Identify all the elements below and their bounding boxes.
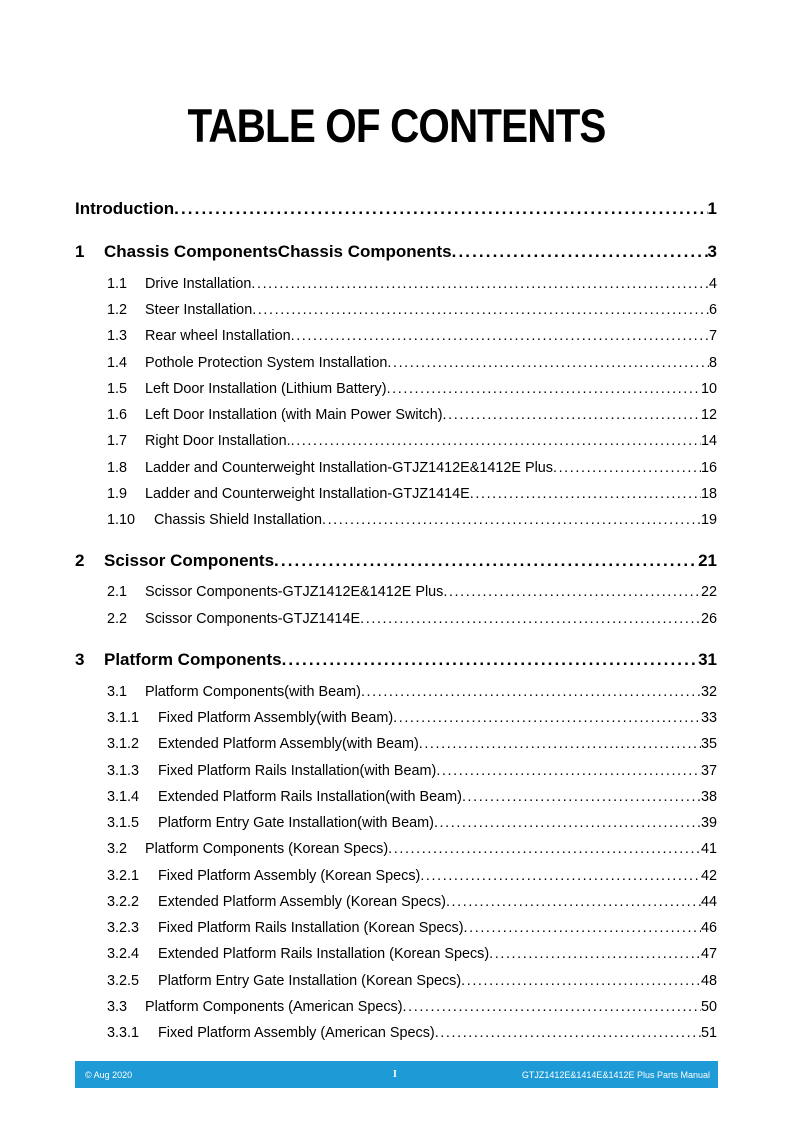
toc-entry-label[interactable]: Platform Entry Gate Installation (Korean Specs) <box>158 973 462 989</box>
toc-entry-number: 3.3 <box>107 999 128 1015</box>
toc-entry[interactable] <box>0 835 793 859</box>
dot-leader <box>291 328 709 344</box>
toc-entry-page-number[interactable]: 3 <box>707 242 717 261</box>
toc-entry-label[interactable]: Extended Platform Assembly (Korean Specs) <box>158 894 446 910</box>
toc-entry-page-number[interactable]: 41 <box>700 841 717 857</box>
dot-leader <box>403 999 701 1015</box>
toc-entry-label[interactable]: Platform Components (American Specs) <box>145 999 403 1015</box>
footer-date: © Aug 2020 <box>85 1070 133 1080</box>
toc-entry-number: 1.1 <box>107 276 128 292</box>
toc-entry[interactable] <box>0 197 793 221</box>
dot-leader <box>489 946 701 962</box>
toc-entry-label[interactable]: Platform Components <box>104 650 282 669</box>
toc-entry-label[interactable]: Right Door Installation. <box>145 433 291 449</box>
toc-entry-label[interactable]: Extended Platform Rails Installation (Korean Specs) <box>158 946 490 962</box>
dot-leader <box>420 868 701 884</box>
toc-entry-number: 3.2 <box>107 841 128 857</box>
toc-entry-label[interactable]: Chassis Shield Installation <box>154 512 322 528</box>
toc-entry-label[interactable]: Fixed Platform Assembly(with Beam) <box>158 710 394 726</box>
toc-entry-label[interactable]: Fixed Platform Assembly (Korean Specs) <box>158 868 421 884</box>
toc-entry-number: 3.1.2 <box>107 736 140 752</box>
toc-entry-label[interactable]: Platform Components (Korean Specs) <box>145 841 389 857</box>
toc-entry-number: 3.1.1 <box>107 710 140 726</box>
dot-leader <box>291 433 701 449</box>
dot-leader <box>553 460 701 476</box>
dot-leader <box>387 381 701 397</box>
toc-entry[interactable] <box>0 375 793 399</box>
toc-entry-page-number[interactable]: 46 <box>700 920 717 936</box>
toc-entry[interactable] <box>0 506 793 530</box>
toc-entry[interactable] <box>0 322 793 346</box>
toc-entry-page-number[interactable]: 18 <box>700 486 717 502</box>
toc-entry-number: 3.3.1 <box>107 1025 140 1041</box>
toc-entry[interactable] <box>0 1019 793 1043</box>
dot-leader <box>360 611 701 627</box>
toc-entry[interactable] <box>0 401 793 425</box>
toc-entry-number: 3.1 <box>107 684 128 700</box>
toc-entry-page-number[interactable]: 37 <box>700 763 717 779</box>
toc-entry-page-number[interactable]: 50 <box>700 999 717 1015</box>
toc-entry-label[interactable]: Chassis ComponentsChassis Components <box>104 242 452 261</box>
toc-entry-number: 2.2 <box>107 611 128 627</box>
toc-entry-label[interactable]: Left Door Installation (Lithium Battery) <box>145 381 387 397</box>
toc-entry-label[interactable]: Rear wheel Installation <box>145 328 291 344</box>
toc-entry-number: 3.2.4 <box>107 946 140 962</box>
toc-entry-number: 3.1.4 <box>107 789 140 805</box>
toc-entry[interactable] <box>0 454 793 478</box>
toc-entry-number: 3.2.5 <box>107 973 140 989</box>
toc-entry-page-number[interactable]: 1 <box>707 199 717 218</box>
toc-entry[interactable] <box>0 349 793 373</box>
dot-leader <box>174 199 707 219</box>
toc-entry[interactable] <box>0 648 793 672</box>
toc-entry[interactable] <box>0 605 793 629</box>
toc-entry-page-number[interactable]: 32 <box>700 684 717 700</box>
toc-entry[interactable] <box>0 240 793 264</box>
toc-entry-number: 1.5 <box>107 381 128 397</box>
toc-entry-label[interactable]: Platform Entry Gate Installation(with Beam) <box>158 815 434 831</box>
toc-entry-number: 1.9 <box>107 486 128 502</box>
toc-entry-label[interactable]: Scissor Components-GTJZ1412E&1412E Plus <box>145 584 444 600</box>
toc-entry-number: 1.4 <box>107 355 128 371</box>
toc-entry-label[interactable]: Scissor Components <box>104 551 275 570</box>
toc-entry-page-number[interactable]: 44 <box>700 894 717 910</box>
toc-entry-page-number[interactable]: 47 <box>700 946 717 962</box>
dot-leader <box>462 789 701 805</box>
toc-entry-label[interactable]: Fixed Platform Assembly (American Specs) <box>158 1025 435 1041</box>
toc-entry-page-number[interactable]: 42 <box>700 868 717 884</box>
toc-entry-page-number[interactable]: 16 <box>700 460 717 476</box>
toc-entry-number: 3.2.2 <box>107 894 140 910</box>
page-footer <box>75 1061 718 1088</box>
toc-entry-page-number[interactable]: 21 <box>698 551 717 570</box>
toc-entry[interactable] <box>0 862 793 886</box>
toc-entry[interactable] <box>0 888 793 912</box>
dot-leader <box>443 584 701 600</box>
dot-leader <box>446 894 701 910</box>
dot-leader <box>388 841 701 857</box>
toc-entry[interactable] <box>0 783 793 807</box>
toc-entry-page-number[interactable]: 22 <box>700 584 717 600</box>
toc-entry-number: 1 <box>75 242 85 261</box>
toc-entry[interactable] <box>0 296 793 320</box>
dot-leader <box>452 242 708 262</box>
toc-entry-label[interactable]: Extended Platform Rails Installation(with Beam) <box>158 789 462 805</box>
page-title: TABLE OF CONTENTS <box>187 99 606 152</box>
toc-entry-number: 3.2.3 <box>107 920 140 936</box>
dot-leader <box>282 650 699 670</box>
toc-entry-page-number[interactable]: 51 <box>700 1025 717 1041</box>
toc-entry[interactable] <box>0 480 793 504</box>
toc-entry-page-number[interactable]: 8 <box>708 355 717 371</box>
toc-entry-page-number[interactable]: 31 <box>698 650 717 669</box>
toc-entry[interactable] <box>0 940 793 964</box>
toc-entry-number: 1.2 <box>107 302 128 318</box>
dot-leader <box>461 973 701 989</box>
toc-entry-number: 3.2.1 <box>107 868 140 884</box>
dot-leader <box>393 710 701 726</box>
toc-entry-page-number[interactable]: 14 <box>700 433 717 449</box>
toc-entry-number: 3.1.5 <box>107 815 140 831</box>
dot-leader <box>274 551 698 571</box>
toc-entry-page-number[interactable]: 10 <box>700 381 717 397</box>
toc-entry-page-number[interactable]: 48 <box>700 973 717 989</box>
toc-entry[interactable] <box>0 993 793 1017</box>
toc-entry-label[interactable]: Ladder and Counterweight Installation-GTJZ1412E&1412E Plus <box>145 460 553 476</box>
toc-entry[interactable] <box>0 427 793 451</box>
toc-entry-page-number[interactable]: 39 <box>700 815 717 831</box>
dot-leader <box>436 763 701 779</box>
toc-entry-label[interactable]: Steer Installation <box>145 302 253 318</box>
dot-leader <box>435 1025 701 1041</box>
toc-entry-number: 1.10 <box>107 512 136 528</box>
toc-entry-label[interactable]: Fixed Platform Rails Installation (Korean Specs) <box>158 920 464 936</box>
dot-leader <box>361 684 701 700</box>
toc-entry-page-number[interactable]: 35 <box>700 736 717 752</box>
dot-leader <box>434 815 701 831</box>
toc-entry-number: 3 <box>75 650 85 669</box>
toc-entry-label[interactable]: Platform Components(with Beam) <box>145 684 361 700</box>
toc-entry-page-number[interactable]: 12 <box>700 407 717 423</box>
toc-entry[interactable] <box>0 678 793 702</box>
footer-manual-title: GTJZ1412E&1414E&1412E Plus Parts Manual <box>521 1070 710 1080</box>
toc-entry-page-number[interactable]: 6 <box>708 302 717 318</box>
toc-entry-number: 1.8 <box>107 460 128 476</box>
toc-entry-page-number[interactable]: 33 <box>700 710 717 726</box>
toc-entry-number: 1.6 <box>107 407 128 423</box>
toc-entry-page-number[interactable]: 7 <box>708 328 717 344</box>
toc-entry[interactable] <box>0 757 793 781</box>
toc-entry-label[interactable]: Pothole Protection System Installation <box>145 355 388 371</box>
toc-entry-page-number[interactable]: 4 <box>708 276 717 292</box>
dot-leader <box>322 512 701 528</box>
toc-entry-number: 2.1 <box>107 584 128 600</box>
toc-entry-label[interactable]: Fixed Platform Rails Installation(with Beam) <box>158 763 437 779</box>
toc-entry-label[interactable]: Extended Platform Assembly(with Beam) <box>158 736 419 752</box>
toc-entry[interactable] <box>0 578 793 602</box>
dot-leader <box>387 355 709 371</box>
toc-entry-page-number[interactable]: 19 <box>700 512 717 528</box>
toc-entry-number: 3.1.3 <box>107 763 140 779</box>
toc-entry-label[interactable]: Drive Installation <box>145 276 252 292</box>
toc-entry-label[interactable]: Left Door Installation (with Main Power Switch) <box>145 407 443 423</box>
dot-leader <box>464 920 701 936</box>
dot-leader <box>251 276 709 292</box>
dot-leader <box>470 486 701 502</box>
dot-leader <box>252 302 709 318</box>
toc-entry-label[interactable]: Introduction <box>75 199 175 218</box>
toc-entry-number: 1.7 <box>107 433 128 449</box>
toc-entry[interactable] <box>0 730 793 754</box>
toc-entry[interactable] <box>0 704 793 728</box>
toc-entry-label[interactable]: Scissor Components-GTJZ1414E <box>145 611 361 627</box>
footer-page-number: I <box>393 1069 397 1080</box>
toc-entry[interactable] <box>0 270 793 294</box>
toc-entry-number: 1.3 <box>107 328 128 344</box>
toc-entry[interactable] <box>0 967 793 991</box>
toc-entry[interactable] <box>0 549 793 573</box>
toc-entry-page-number[interactable]: 26 <box>700 611 717 627</box>
toc-entry-label[interactable]: Ladder and Counterweight Installation-GTJZ1414E <box>145 486 470 502</box>
toc-entry[interactable] <box>0 809 793 833</box>
toc-entry-page-number[interactable]: 38 <box>700 789 717 805</box>
toc-entry-number: 2 <box>75 551 85 570</box>
toc-entry[interactable] <box>0 914 793 938</box>
dot-leader <box>443 407 701 423</box>
dot-leader <box>419 736 701 752</box>
